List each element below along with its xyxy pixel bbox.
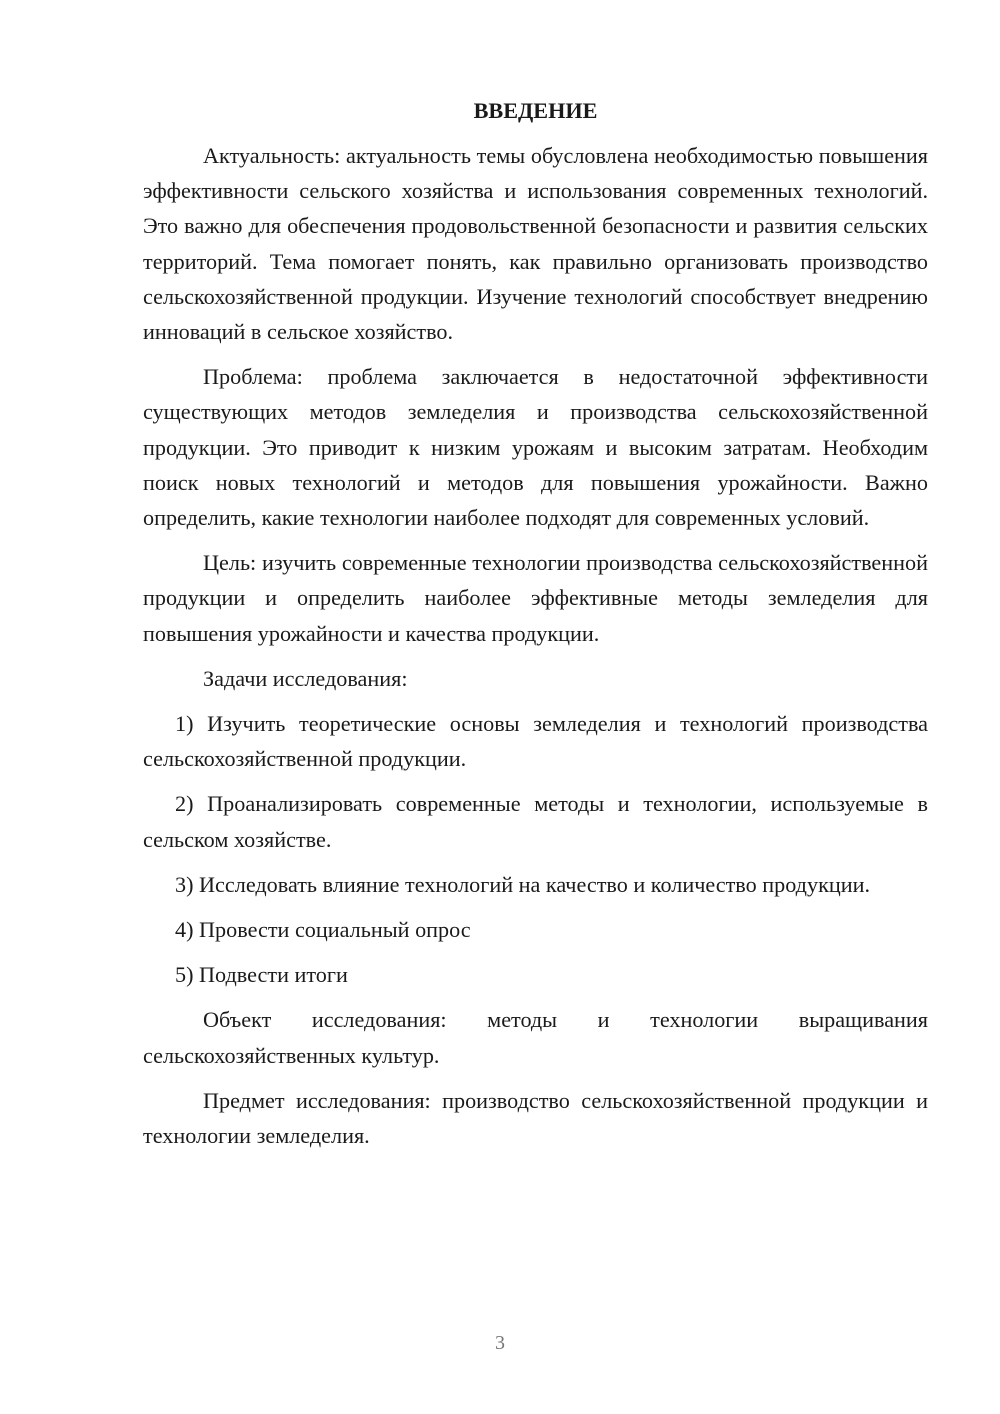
task-item: 3) Исследовать влияние технологий на качество и количество продукции. bbox=[175, 871, 871, 897]
page-number: 3 bbox=[495, 1332, 505, 1354]
tasks-heading: Задачи исследования: bbox=[203, 665, 408, 691]
document-page bbox=[143, 94, 928, 1163]
goal-paragraph: Цель: изучить современные технологии производства сельскохозяйственной продукции и определить наиболее эффективные методы земледелия для повышения урожайности и качества продукции. bbox=[143, 550, 928, 646]
task-item: 5) Подвести итоги bbox=[175, 962, 348, 988]
task-item: 4) Провести социальный опрос bbox=[175, 917, 471, 943]
relevance-paragraph: Актуальность: актуальность темы обусловлена необходимостью повышения эффективности сельского хозяйства и использования современных технологий. Это важно для обеспечения продовольственной безопасности и развития сельских территорий. Тема помогает понять, как правильно организовать производство сельскохозяйственной продукции. Изучение технологий способствует внедрению инноваций в сельское хозяйство. bbox=[143, 143, 928, 345]
section-title: ВВЕДЕНИЕ bbox=[473, 98, 598, 123]
problem-paragraph: Проблема: проблема заключается в недостаточной эффективности существующих методов земледелия и производства сельскохозяйственной продукции. Это приводит к низким урожаям и высоким затратам. Необходим поиск новых технологий и методов для повышения урожайности. Важно определить, какие технологии наиболее подходят для современных условий. bbox=[143, 364, 928, 531]
task-item: 1) Изучить теоретические основы земледелия и технологий производства сельскохозяйственной продукции. bbox=[143, 711, 928, 772]
task-item: 2) Проанализировать современные методы и технологии, используемые в сельском хозяйстве. bbox=[143, 791, 928, 852]
object-paragraph: Объект исследования: методы и технологии выращивания сельскохозяйственных культур. bbox=[143, 1007, 928, 1068]
subject-paragraph: Предмет исследования: производство сельскохозяйственной продукции и технологии земледелия. bbox=[143, 1087, 928, 1149]
